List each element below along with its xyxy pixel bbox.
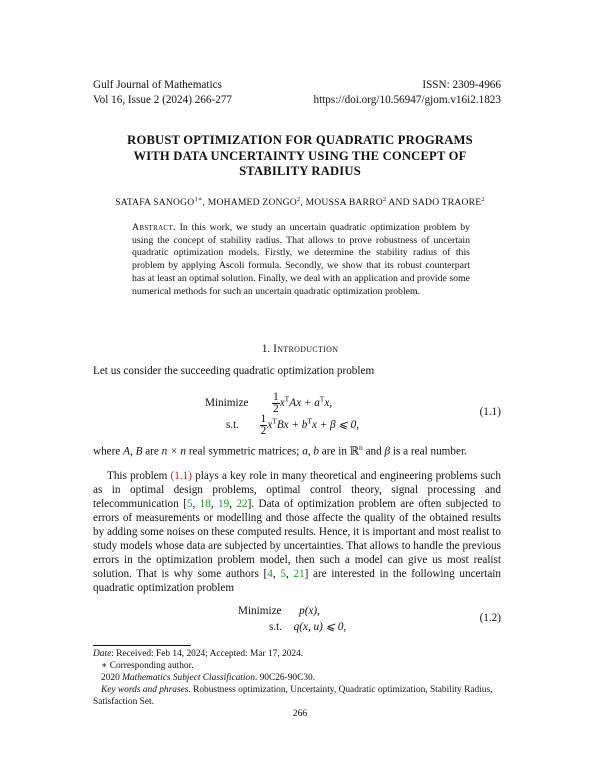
where-nn: n × n (161, 445, 187, 458)
p2-text-f: ]. Data of optimization problem are often subjected to errors of measurements or modelling and those affecte the quality of the obtained results by adding some noises on these computed results. Hence, it is important and most realist to study models whose data are subjected by uncertainties. That allows to handle the previous errors in the optimization problem model, then such a model can give us most realist solution. That is why some authors [ (93, 498, 502, 580)
eq2-minimize: Minimize (238, 605, 282, 617)
equation-number-1-1: (1.1) (479, 406, 501, 418)
equation-1-1-line-2 (226, 414, 359, 437)
where-paragraph (93, 441, 501, 459)
eq1-con-rest: Bx + b (276, 419, 308, 432)
author-3: , MOUSSA BARRO (300, 197, 383, 209)
author-4: AND SADO TRAORE (386, 197, 482, 209)
p2-sep-4: , (272, 568, 281, 580)
where-ab: A, B (123, 445, 143, 458)
where-text-1: where (93, 445, 124, 458)
cite-21[interactable]: 21 (293, 568, 305, 580)
cite-19[interactable]: 19 (218, 498, 230, 510)
cite-4[interactable]: 4 (267, 568, 273, 580)
eq1-half (272, 392, 280, 415)
eq1-half2-num: 1 (260, 413, 267, 425)
paper-title (80, 133, 520, 180)
cite-22[interactable]: 22 (236, 498, 248, 510)
cite-18[interactable]: 18 (199, 498, 211, 510)
eq1-con-sup2: T (307, 416, 312, 426)
p2-text-i: ] are interested in the following uncertain quadratic optimization problem (93, 568, 502, 594)
msc-label: Mathematics Subject Classification (122, 673, 255, 683)
where-text-5: and (362, 445, 385, 458)
section-number: 1. (261, 343, 274, 355)
running-header-left (93, 78, 232, 108)
title-line-3: STABILITY RADIUS (239, 164, 361, 178)
eq1-obj-rest: Ax + a (289, 397, 320, 410)
cite-5b[interactable]: 5 (280, 568, 286, 580)
equation-1-2-line-2 (269, 620, 346, 633)
eq1-con-end: x + β ⩽ 0, (311, 419, 359, 432)
journal-name: Gulf Journal of Mathematics (93, 79, 222, 91)
footnote-date (93, 648, 501, 660)
issn: ISSN: 2309-4966 (422, 79, 501, 91)
eq2-st: s.t. (269, 621, 283, 633)
equation-1-1-line-1 (205, 392, 332, 415)
footnote-rule (93, 645, 191, 646)
eq1-obj-sup2: T (319, 394, 325, 404)
msc-year: 2020 (101, 673, 123, 683)
title-line-2: WITH DATA UNCERTAINTY USING THE CONCEPT OF (133, 148, 467, 163)
eq1-half-num: 1 (273, 391, 279, 403)
body-paragraph-2 (93, 469, 501, 595)
p2-text-a: This problem (107, 470, 171, 482)
author-list (70, 195, 530, 208)
author-1-affil: 1∗ (194, 196, 203, 203)
eq1-con-sup: T (272, 416, 277, 426)
abstract-text: In this work, we study an uncertain quadratic optimization problem by using the concept of stability radius. That allows to prove robustness of uncertain quadratic optimization models. Firstly, we determine the stability radius of this problem by applying Ascoli formula. Secondly, we show that its robust counterpart has at least an optimal solution. Finally, we deal with an application and provide some numerical methods for such an uncertain quadratic optimization problem. (132, 222, 470, 297)
title-line-1: ROBUST OPTIMIZATION FOR QUADRATIC PROGRAMS (127, 133, 473, 147)
equation-number-1-2: (1.2) (479, 612, 501, 624)
msc-text: . 90C26-90C30. (254, 673, 316, 683)
eq1-con-x: x (267, 419, 273, 432)
where-text-3: real symmetric matrices; (186, 445, 303, 458)
p2-sep-3: , (229, 498, 237, 510)
eq1-half2-den: 2 (260, 425, 267, 437)
equation-1-2-line-1 (238, 605, 320, 617)
date-text: : Received: Feb 14, 2024; Accepted: Mar 17, 2024. (111, 649, 304, 659)
running-header-right (313, 78, 501, 108)
eq1-obj-sup: T (284, 394, 290, 404)
eq1-obj-x: x (279, 397, 285, 410)
footnote-keywords (93, 684, 501, 708)
eq1-obj-end: x, (324, 397, 333, 410)
date-label: Date (93, 649, 112, 659)
author-2: , MOHAMED ZONGO (202, 197, 297, 209)
abstract-label: Abstract. (132, 222, 176, 233)
where-text-6: is a real number. (390, 445, 467, 458)
keywords-text: . Robustness optimization, Uncertainty, Quadratic optimization, Stability Radius, Satisfaction Set. (93, 685, 493, 708)
where-text-4: are in ℝ (318, 445, 360, 458)
where-n: n (359, 443, 363, 452)
eq1-minimize: Minimize (205, 397, 249, 410)
eq2-obj: p(x), (299, 605, 320, 617)
doi-link[interactable]: https://doi.org/10.56947/gjom.v16i2.1823 (313, 94, 501, 106)
author-4-affil: 2 (481, 196, 485, 203)
section-heading (0, 343, 600, 355)
p2-text-b: plays a key role in many theoretical and engineering problems such as in optimal design problems, optimal control theory, signal processing and telecommunication [ (93, 470, 501, 510)
p2-sep-2: , (210, 498, 219, 510)
where-ab2: a, b (302, 445, 319, 458)
p2-sep-5: , (285, 568, 294, 580)
author-2-affil: 2 (296, 196, 301, 203)
footnote-msc (101, 672, 509, 684)
keywords-label: Key words and phrases (101, 685, 189, 695)
intro-sentence: Let us consider the succeeding quadratic optimization problem (93, 365, 375, 377)
eqref-1-1[interactable]: (1.1) (170, 470, 192, 482)
cite-5[interactable]: 5 (186, 498, 193, 510)
p2-sep-1: , (192, 498, 200, 510)
eq1-half-den: 2 (273, 403, 279, 415)
where-beta: β (384, 445, 391, 458)
page-number: 266 (292, 708, 308, 719)
section-title: Introduction (273, 343, 339, 355)
author-1: SATAFA SANOGO (115, 197, 195, 209)
volume-info: Vol 16, Issue 2 (2024) 266-277 (93, 94, 233, 106)
eq1-st: s.t. (226, 419, 240, 432)
footnote-corresponding: ∗ Corresponding author. (101, 661, 194, 671)
where-text-2: are (142, 445, 162, 458)
author-3-affil: 2 (382, 196, 387, 203)
abstract (132, 222, 470, 298)
eq2-con: q(x, u) ⩽ 0, (293, 621, 347, 633)
